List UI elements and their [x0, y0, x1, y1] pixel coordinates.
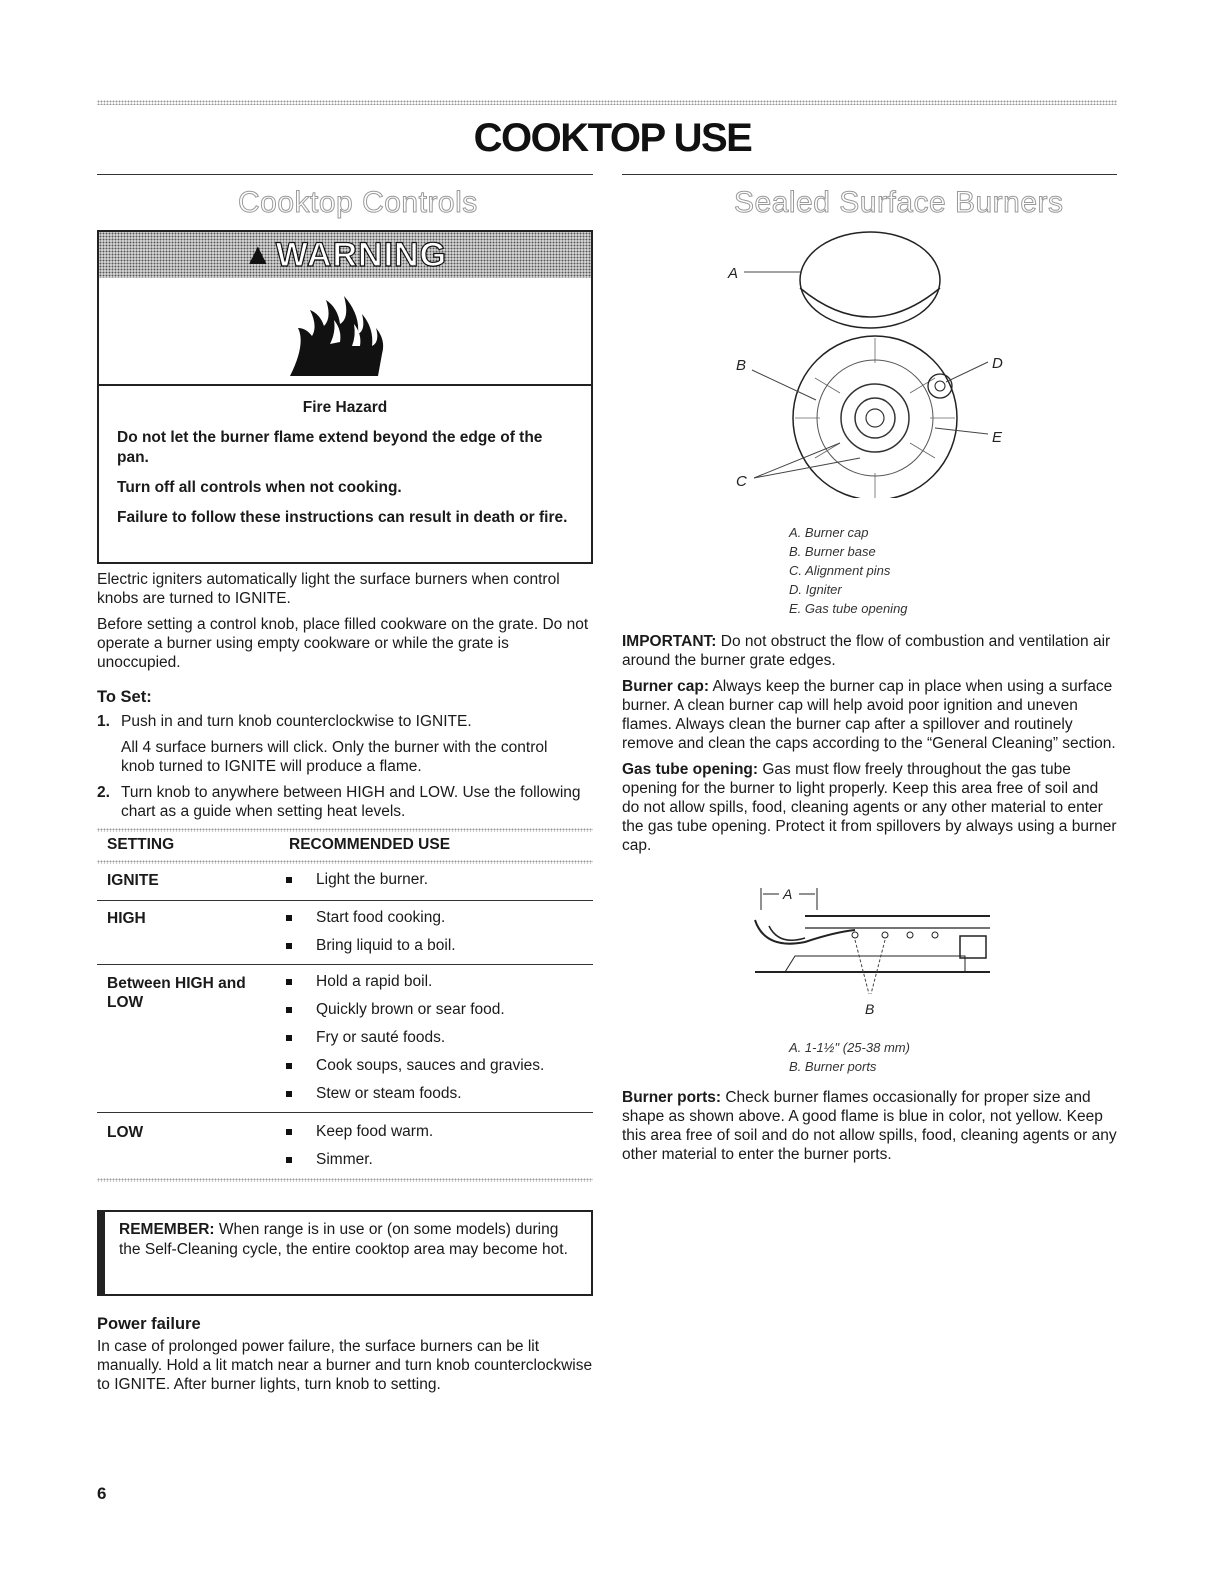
caption-item: B. Burner base — [789, 544, 876, 559]
step-2-number: 2. — [97, 784, 110, 801]
caption-item: D. Igniter — [789, 582, 842, 597]
col-use-header: RECOMMENDED USE — [289, 836, 451, 853]
right-column-rule — [622, 174, 1117, 175]
bullet-icon — [286, 979, 292, 985]
hazard-title: Fire Hazard — [302, 399, 388, 416]
intro-paragraph-1: Electric igniters automatically light the surface burners when control knobs are turned to IGNITE. — [97, 571, 560, 607]
table-row — [97, 1118, 593, 1178]
label-c: C — [736, 473, 747, 490]
settings-table — [97, 834, 593, 1174]
left-column-rule — [97, 174, 593, 175]
right-paragraphs — [622, 632, 1117, 862]
bullet-icon — [286, 943, 292, 949]
warning-header — [99, 232, 591, 278]
burner-cap-label: Burner cap: — [622, 678, 709, 695]
step-1-text: Push in and turn knob counterclockwise to IGNITE. — [121, 713, 472, 730]
row-setting: IGNITE — [107, 872, 159, 889]
table-top-rule — [97, 828, 593, 832]
important-paragraph — [622, 632, 1117, 670]
power-failure-text — [97, 1337, 593, 1401]
use-item: Keep food warm. — [316, 1123, 434, 1140]
ports-label-b: B — [865, 1001, 875, 1017]
burner-captions — [789, 523, 908, 618]
intro-paragraph-2: Before setting a control knob, place filled cookware on the grate. Do not operate a burner using empty cookware or while the grate is unoccupied. — [97, 616, 589, 671]
important-label: IMPORTANT: — [622, 633, 717, 650]
to-set-heading: To Set: — [97, 688, 152, 706]
warning-line-1: Do not let the burner flame extend beyond the edge of the pan. — [117, 429, 543, 466]
caption-item: B. Burner ports — [789, 1059, 877, 1074]
burner-ports-label: Burner ports: — [622, 1089, 722, 1106]
bullet-icon — [286, 1035, 292, 1041]
top-dotted-rule — [97, 100, 1117, 105]
use-item: Hold a rapid boil. — [316, 973, 433, 990]
burner-ports-paragraph — [622, 1088, 1117, 1164]
step-2-text: Turn knob to anywhere between HIGH and LOW. Use the following chart as a guide when setting heat levels. — [121, 784, 581, 820]
label-e: E — [992, 429, 1003, 446]
burner-cap-paragraph — [622, 677, 1117, 753]
table-row — [97, 904, 593, 964]
bullet-icon — [286, 877, 292, 883]
caption-item: C. Alignment pins — [789, 563, 891, 578]
power-failure-paragraph: In case of prolonged power failure, the surface burners can be lit manually. Hold a lit match near a burner and turn knob counterclockwise to IGNITE. After burner lights, turn knob to setting. — [97, 1338, 593, 1393]
row-setting: Between HIGH and LOW — [107, 975, 246, 1011]
table-header — [97, 834, 593, 862]
bullet-icon — [286, 1091, 292, 1097]
row-divider — [97, 1112, 593, 1113]
warning-title: WARNING — [275, 235, 448, 274]
remember-text: When range is in use or (on some models) during the Self-Cleaning cycle, the entire cooktop area may become hot. — [119, 1221, 568, 1258]
row-divider — [97, 900, 593, 901]
caption-item: E. Gas tube opening — [789, 601, 908, 616]
burner-cap-text: Always keep the burner cap in place when using a surface burner. A clean burner cap will help avoid poor ignition and uneven flames. Always clean the burner cap after a spillover and routinely remove and clean the caps according to the “General Cleaning” section. — [622, 678, 1116, 752]
remember-box — [97, 1210, 593, 1296]
col-setting-header: SETTING — [107, 836, 175, 853]
row-setting: HIGH — [107, 910, 146, 927]
gas-tube-label: Gas tube opening: — [622, 761, 759, 778]
burner-ports-body: Check burner flames occasionally for proper size and shape as shown above. A good flame is blue in color, not yellow. Keep this area free of soil and do not allow spills, food, cleaning agents or any other material to enter the burner ports. — [622, 1089, 1117, 1163]
table-bottom-rule — [97, 1178, 593, 1182]
bullet-icon — [286, 1129, 292, 1135]
power-failure-heading: Power failure — [97, 1315, 201, 1333]
warning-line-3: Failure to follow these instructions can result in death or fire. — [117, 509, 568, 526]
warning-line-2: Turn off all controls when not cooking. — [117, 479, 402, 496]
step-1-number: 1. — [97, 713, 110, 730]
ports-captions — [789, 1038, 910, 1076]
step-1-subtext: All 4 surface burners will click. Only the burner with the control knob turned to IGNITE will produce a flame. — [121, 739, 548, 775]
page-title: COOKTOP USE — [473, 116, 752, 160]
use-item: Cook soups, sauces and gravies. — [316, 1057, 545, 1074]
bullet-icon — [286, 1157, 292, 1163]
bullet-icon — [286, 915, 292, 921]
row-divider — [97, 964, 593, 965]
use-item: Bring liquid to a boil. — [316, 937, 456, 954]
label-d: D — [992, 355, 1003, 372]
warning-graphic-area — [99, 278, 591, 386]
table-header-rule — [97, 860, 593, 864]
intro-text — [97, 570, 593, 679]
label-a: A — [728, 265, 739, 282]
table-row — [97, 968, 593, 1108]
page-number: 6 — [97, 1484, 107, 1503]
important-text: Do not obstruct the flow of combustion and ventilation air around the burner grate edges. — [622, 633, 1111, 669]
bullet-icon — [286, 1007, 292, 1013]
use-item: Start food cooking. — [316, 909, 446, 926]
bullet-icon — [286, 1063, 292, 1069]
warning-triangle-icon: ▲ — [242, 238, 274, 271]
label-b: B — [736, 357, 747, 374]
caption-item: A. 1-1½" (25-38 mm) — [789, 1040, 910, 1055]
remember-label: REMEMBER: — [119, 1221, 215, 1238]
burner-ports-text — [622, 1088, 1117, 1171]
use-item: Simmer. — [316, 1151, 373, 1168]
fire-icon — [282, 284, 402, 384]
row-setting: LOW — [107, 1124, 144, 1141]
table-row — [97, 866, 593, 900]
use-item: Quickly brown or sear food. — [316, 1001, 505, 1018]
burner-ports-diagram — [745, 880, 1005, 1020]
use-item: Light the burner. — [316, 871, 429, 888]
right-section-title: Sealed Surface Burners — [734, 186, 1064, 219]
sealed-burner-diagram — [720, 228, 1030, 498]
gas-tube-text: Gas must flow freely throughout the gas tube opening for the burner to light properly. Keep this area free of soil and do not allow spills, food, cleaning agents or any other material to enter the gas tube opening. Protect it from spillovers by always using a burner cap. — [622, 761, 1117, 854]
use-item: Stew or steam foods. — [316, 1085, 462, 1102]
ports-label-a: A — [783, 886, 793, 902]
warning-text — [117, 398, 573, 538]
left-section-title: Cooktop Controls — [238, 186, 478, 219]
use-item: Fry or sauté foods. — [316, 1029, 446, 1046]
gas-tube-paragraph — [622, 760, 1117, 855]
warning-box — [97, 230, 593, 564]
caption-item: A. Burner cap — [789, 525, 869, 540]
